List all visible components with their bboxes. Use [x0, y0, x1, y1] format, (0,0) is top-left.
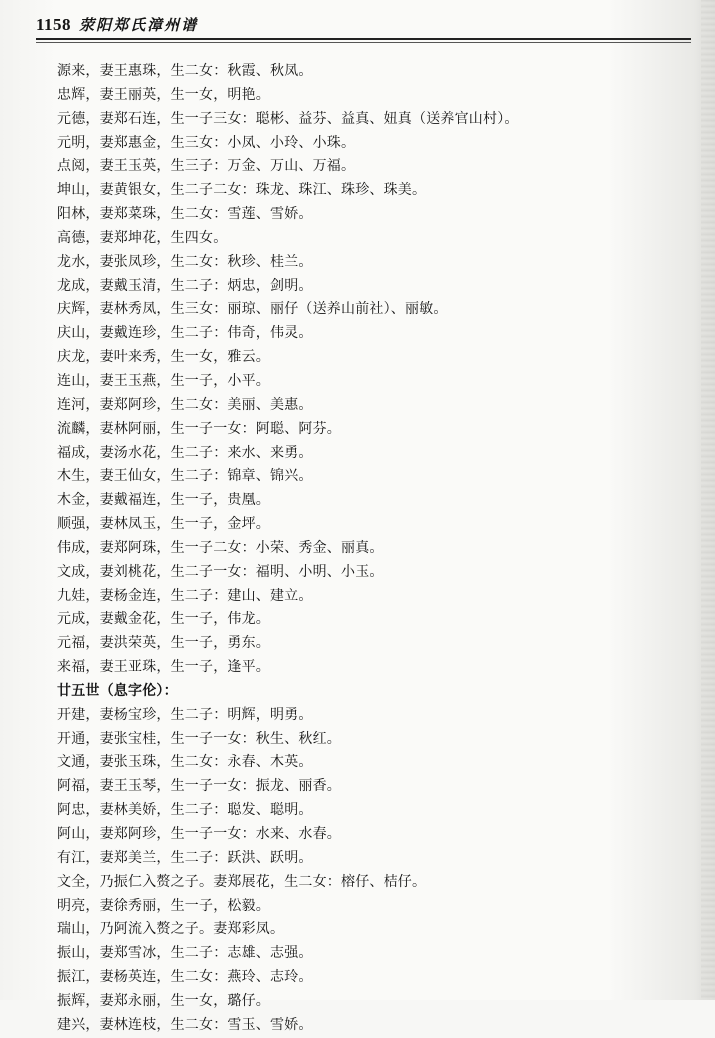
genealogy-entry: 阿山，妻郑阿珍，生一子一女：水来、水春。 — [57, 826, 341, 842]
genealogy-entry: 开通，妻张宝桂，生一子一女：秋生、秋红。 — [57, 730, 341, 747]
genealogy-entry: 振江，妻杨英连，生二女：燕玲、志玲。 — [57, 969, 313, 986]
genealogy-entry: 福成，妻汤水花，生二子：来水、来勇。 — [57, 444, 313, 461]
genealogy-entry: 瑞山，乃阿流入赘之子。妻郑彩凤。 — [57, 921, 285, 938]
genealogy-entry: 阳林，妻郑菜珠，生二女：雪莲、雪娇。 — [57, 206, 313, 223]
genealogy-entry: 庆辉，妻林秀凤，生三女：丽琼、丽仔（送养山前社）、丽敏。 — [57, 301, 448, 318]
genealogy-entry: 坤山，妻黄银女，生二子二女：珠龙、珠江、珠珍、珠美。 — [57, 182, 427, 199]
genealogy-entry: 阿忠，妻林美娇，生二子：聪发、聪明。 — [57, 802, 313, 819]
genealogy-entry: 忠辉，妻王丽英，生一女，明艳。 — [57, 86, 270, 103]
genealogy-entry: 来福，妻王亚珠，生一子，逢平。 — [57, 659, 270, 676]
genealogy-entry: 建兴，妻林连枝，生二女：雪玉、雪娇。 — [57, 1016, 313, 1033]
genealogy-entry: 龙水，妻张凤珍，生二女：秋珍、桂兰。 — [57, 253, 313, 270]
genealogy-entry: 文全，乃振仁入赘之子。妻郑展花，生二女：榕仔、桔仔。 — [57, 873, 427, 890]
genealogy-entry: 元成，妻戴金花，生一子，伟龙。 — [57, 611, 270, 628]
genealogy-entry-list — [57, 60, 677, 1038]
page-number: 1158 — [36, 15, 72, 34]
header-rule-thin — [36, 42, 691, 43]
genealogy-entry: 源来，妻王惠珠，生二女：秋霞、秋凤。 — [57, 63, 313, 79]
header-rule — [36, 38, 691, 40]
genealogy-entry: 连河，妻郑阿珍，生二女：美丽、美惠。 — [57, 396, 313, 413]
genealogy-entry: 振山，妻郑雪冰，生二子：志雄、志强。 — [57, 945, 313, 962]
genealogy-entry: 庆山，妻戴连珍，生二子：伟奇，伟灵。 — [57, 325, 313, 342]
genealogy-entry: 顺强，妻林凤玉，生一子，金坪。 — [57, 516, 270, 533]
book-title: 荥阳郑氏漳州谱 — [79, 16, 199, 34]
genealogy-entry: 元德，妻郑石连，生一子三女：聪彬、益芬、益真、妞真（送养官山村）。 — [57, 110, 519, 127]
genealogy-entry: 高德，妻郑坤花，生四女。 — [57, 229, 228, 246]
genealogy-entry: 有江，妻郑美兰，生二子：跃洪、跃明。 — [57, 849, 313, 866]
genealogy-entry: 开建，妻杨宝珍，生二子：明辉，明勇。 — [57, 706, 313, 723]
genealogy-entry: 龙成，妻戴玉清，生二子：炳忠，剑明。 — [57, 277, 313, 294]
genealogy-entry: 点阅，妻王玉英，生三子：万金、万山、万福。 — [57, 158, 356, 175]
genealogy-entry: 文成，妻刘桃花，生二子一女：福明、小明、小玉。 — [57, 563, 384, 580]
genealogy-entry: 庆龙，妻叶来秀，生一女，雅云。 — [57, 349, 270, 366]
page-header — [36, 14, 198, 36]
genealogy-entry: 伟成，妻郑阿珠，生一子二女：小荣、秀金、丽真。 — [57, 539, 384, 556]
generation-heading: 廿五世（息字伦）： — [57, 682, 178, 699]
genealogy-entry: 明亮，妻徐秀丽，生一子，松毅。 — [57, 897, 270, 914]
genealogy-entry: 元福，妻洪荣英，生一子，勇东。 — [57, 635, 270, 652]
genealogy-entry: 阿福，妻王玉琴，生一子一女：振龙、丽香。 — [57, 778, 341, 795]
genealogy-entry: 木金，妻戴福连，生一子，贵凰。 — [57, 492, 270, 509]
page-edge-shadow — [701, 0, 715, 1000]
genealogy-entry: 文通，妻张玉珠，生二女：永春、木英。 — [57, 754, 313, 771]
genealogy-entry: 木生，妻王仙女，生二子：锦章、锦兴。 — [57, 468, 313, 485]
genealogy-entry: 振辉，妻郑永丽，生一女，璐仔。 — [57, 992, 270, 1009]
genealogy-entry: 连山，妻王玉燕，生一子，小平。 — [57, 372, 270, 389]
genealogy-entry: 流麟，妻林阿丽，生一子一女：阿聪、阿芬。 — [57, 420, 341, 437]
genealogy-entry: 元明，妻郑惠金，生三女：小凤、小玲、小珠。 — [57, 134, 356, 151]
genealogy-entry: 九娃，妻杨金连，生二子：建山、建立。 — [57, 587, 313, 604]
